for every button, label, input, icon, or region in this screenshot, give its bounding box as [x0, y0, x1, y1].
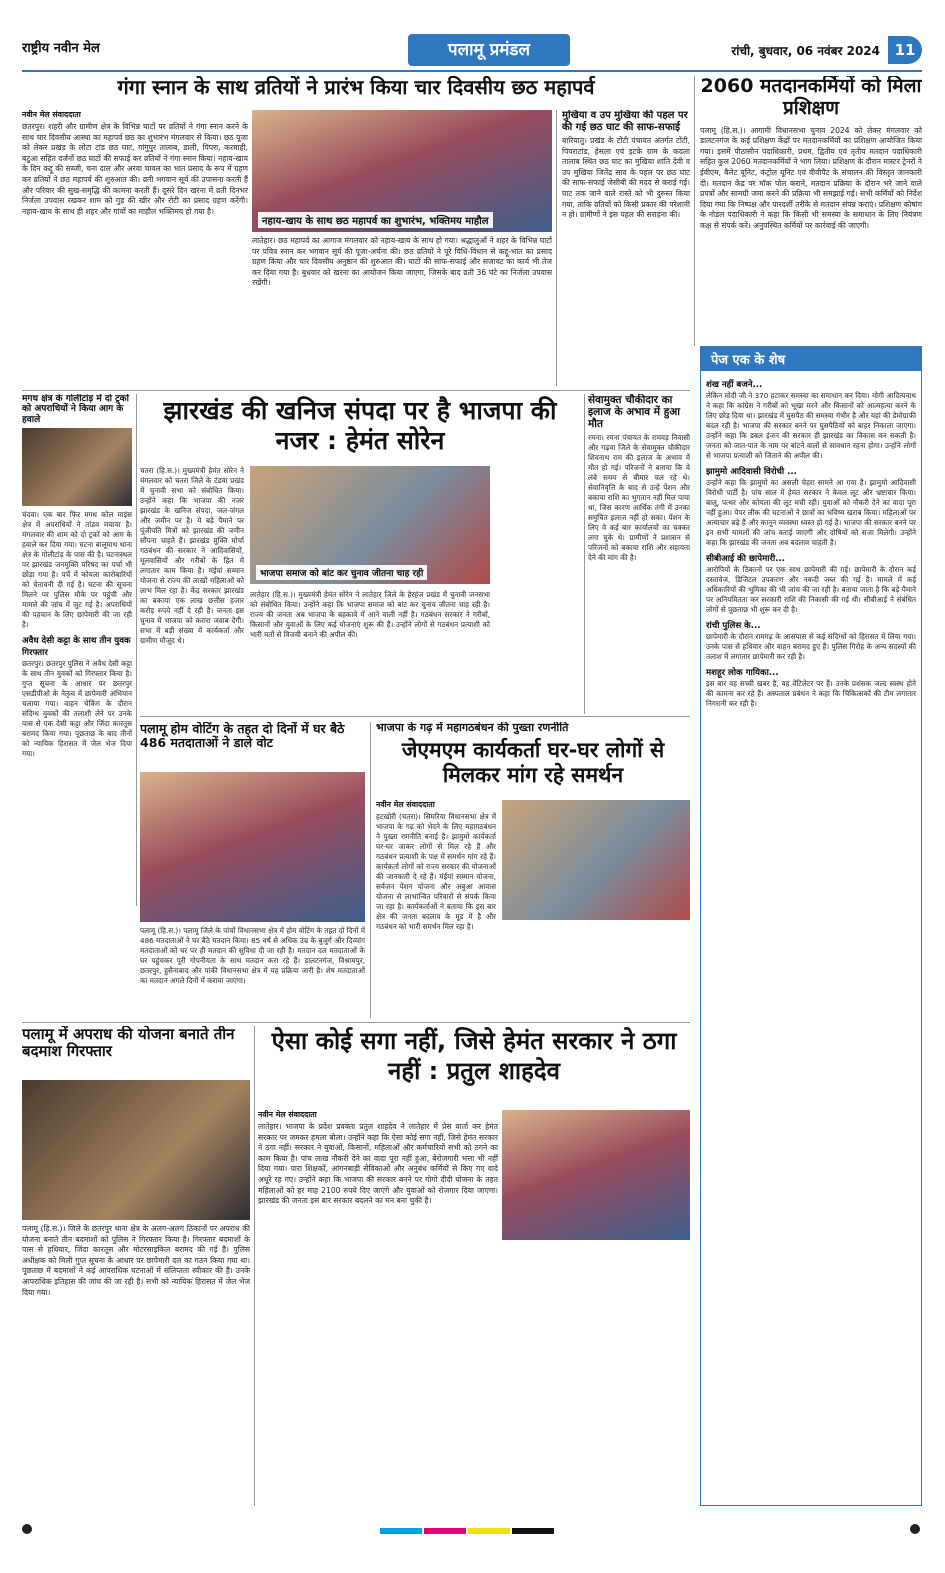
chhath-photo-body: लातेहार। छठ महापर्व का आगाज मंगलवार को नहाय-खाय के साथ हो गया। श्रद्धालुओं ने शहर के विभिन्न घाटों पर पवित्र स्नान कर भगवान सूर्य की पूजा-अर्चना की। छठ व्रतियों ने पूरे विधि-विधान से कद्दू-भात का प्रसाद ग्रहण किया और चार दिवसीय अनुष्ठान की शुरुआत की। घाटों की साफ-सफाई और सजावट का कार्य भी तेज कर दिया गया है। बुधवार को खरना का आयोजन किया जाएगा, जिसके बाद व्रती 36 घंटे का निर्जला उपवास रखेंगी। — [252, 236, 552, 288]
soren-headline: झारखंड की खनिज संपदा पर है भाजपा की नजर : हेमंत सोरेन — [163, 396, 557, 455]
page-one-head-4: रांची पुलिस के... — [706, 621, 761, 631]
page-one-head-5: मशहूर लोक गायिका... — [706, 668, 779, 678]
page-one-remainder — [700, 346, 922, 1506]
mukhiya-headline: मुखिया व उप मुखिया की पहल पर की गई छठ घाट की साफ-सफाई — [562, 110, 688, 133]
soren-article — [140, 466, 244, 710]
soren-photo-body: लातेहार (हि.स.)। मुख्यमंत्री हेमंत सोरेन ने लातेहार जिले के हेरहंज प्रखंड में चुनावी जनसभा को संबोधित किया। उन्होंने कहा कि भाजपा समाज को बांट कर चुनाव जीतना चाह रही है। राज्य की जनता अब भाजपा के बहकावे में आने वाली नहीं है। गठबंधन सरकार ने गरीबों, किसानों और युवाओं के लिए कई योजनाएं शुरू की हैं। उन्होंने लोगों से गठबंधन प्रत्याशी को भारी मतों से विजयी बनाने की अपील की। — [250, 590, 490, 639]
page-one-body-4: छापेमारी के दौरान रामगढ़ के आसपास से कई संदिग्धों को हिरासत में लिया गया। उनके पास से हथियार और वाहन बरामद हुए हैं। पुलिस गिरोह के अन्य सदस्यों की तलाश में लगातार छापेमारी कर रही है। — [706, 632, 916, 661]
arms-arrest-headline: अवैध देसी कट्टा के साथ तीन युवक गिरफ्तार — [22, 636, 131, 659]
soren-headline-block — [140, 396, 580, 460]
chhath-byline: नवीन मेल संवाददाता — [22, 110, 81, 119]
dateline: रांची, बुधवार, 06 नवंबर 2024 — [731, 44, 880, 58]
page-one-head-3: सीबीआई की छापेमारी... — [706, 554, 786, 564]
home-voting-headline-block — [140, 722, 365, 768]
pratul-headline-block — [258, 1026, 690, 1106]
page-one-body-5: इस बार वह सच्ची खबर है, वह वेंटिलेटर पर हैं। उनके प्रशंसक जल्द स्वस्थ होने की कामना कर रहे हैं। अस्पताल प्रबंधन ने कहा कि चिकित्सकों की टीम लगातार निगरानी कर रही है। — [706, 679, 916, 708]
election-training-body: पलामू (हि.स.)। आगामी विधानसभा चुनाव 2024 को लेकर मंगलवार को डालटनगंज के कई प्रशिक्षण केंद्रों पर मतदानकर्मियों का प्रशिक्षण आयोजित किया गया। इसमें पीठासीन पदाधिकारी, प्रथम, द्वितीय एवं तृतीय मतदान पदाधिकारी सहित कुल 2060 मतदानकर्मियों ने भाग लिया। प्रशिक्षण के दौरान मास्टर ट्रेनरों ने ईवीएम, बैलेट यूनिट, कंट्रोल यूनिट एवं वीवीपैट के संचालन की विस्तृत जानकारी दी। मतदान केंद्र पर मॉक पोल कराने, मतदान प्रक्रिया के दौरान भरे जाने वाले प्रपत्रों और सामग्री जमा करने की प्रक्रिया भी समझाई गई। सभी कर्मियों को निर्देश दिया गया कि निष्पक्ष और पारदर्शी तरीके से मतदान संपन्न कराएं। प्रशिक्षण कोषांग के नोडल पदाधिकारी ने कहा कि किसी भी समस्या के समाधान के लिए नियंत्रण कक्ष से संपर्क करें। अनुपस्थित कर्मियों पर कार्रवाई की जाएगी। — [700, 125, 922, 231]
home-voting-body: पलामू (हि.स.)। पलामू जिले के पांचों विधानसभा क्षेत्र में होम वोटिंग के तहत दो दिनों में 486 मतदाताओं ने घर बैठे मतदान किया। 85 वर्ष से अधिक उम्र के बुजुर्ग और दिव्यांग मतदाताओं को घर पर ही मतदान की सुविधा दी जा रही है। मतदान दल मतदाताओं के घर पहुंचकर पूरी गोपनीयता के साथ मतदान करा रहे हैं। डालटनगंज, विश्रामपुर, छतरपुर, हुसैनाबाद और पांकी विधानसभा क्षेत्र में यह प्रक्रिया जारी है। शेष मतदाताओं का मतदान अगले दिनों में कराया जाएगा। — [140, 926, 365, 985]
pratul-photo — [502, 1110, 690, 1240]
soren-body: चतरा (हि.स.)। मुख्यमंत्री हेमंत सोरेन ने मंगलवार को चतरा जिले के टंडवा प्रखंड में चुनावी सभा को संबोधित किया। उन्होंने कहा कि भाजपा की नजर झारखंड के खनिज संपदा, जल-जंगल और जमीन पर है। ये बड़े पैमाने पर पूंजीपति मित्रों को झारखंड की जमीन सौंपना चाहते हैं। झारखंड मुक्ति मोर्चा गठबंधन की सरकार ने आदिवासियों, मूलवासियों और गरीबों के हित में लगातार काम किया है। मंईयां सम्मान योजना से राज्य की लाखों महिलाओं को लाभ मिल रहा है। केंद्र सरकार झारखंड का बकाया एक लाख छत्तीस हजार करोड़ रुपये नहीं दे रही है। जनता इस चुनाव में भाजपा को करारा जवाब देगी। सभा में बड़ी संख्या में कार्यकर्ता और ग्रामीण मौजूद थे। — [140, 466, 244, 645]
chhath-headline-block — [22, 76, 690, 106]
chhath-photo-story — [252, 236, 552, 386]
section-banner: पलामू प्रमंडल — [408, 34, 570, 66]
election-training-article — [700, 76, 922, 338]
chowkidar-headline: सेवामुक्त चौकीदार का इलाज के अभाव में हुआ मौत — [588, 394, 681, 431]
color-bar-black — [512, 1528, 554, 1534]
truck-fire-article — [22, 394, 132, 906]
pratul-article — [258, 1110, 498, 1506]
pratul-byline: नवीन मेल संवाददाता — [258, 1110, 317, 1119]
page-one-head-2: झामुमो आदिवासी विरोधी ... — [706, 467, 797, 477]
jmm-kicker: भाजपा के गढ़ में महागठबंधन की पुख्ता रणनीति — [376, 722, 569, 734]
jmm-photo — [502, 800, 690, 920]
chhath-photo — [252, 110, 552, 232]
page-one-body-2: उन्होंने कहा कि झामुमो का असली चेहरा सामने आ गया है। झामुमो आदिवासी विरोधी पार्टी है। पांच साल में हेमंत सरकार ने केवल लूट और भ्रष्टाचार किया। बालू, पत्थर और कोयला की लूट मची रही। युवाओं को नौकरी देने का वादा पूरा नहीं हुआ। पेपर लीक की घटनाओं ने छात्रों का भविष्य खराब किया। महिलाओं पर अत्याचार बढ़े हैं और कानून व्यवस्था ध्वस्त हो गई है। भाजपा की सरकार बनने पर इन सभी मामलों की जांच कराई जाएगी और दोषियों को सजा मिलेगी। उन्होंने कहा कि झारखंड की जनता अब बदलाव चाहती है। — [706, 478, 916, 547]
arms-arrest-body: छतरपुर। छतरपुर पुलिस ने अवैध देसी कट्टा के साथ तीन युवकों को गिरफ्तार किया है। गुप्त सूचना के आधार पर छतरपुर एसडीपीओ के नेतृत्व में छापेमारी अभियान चलाया गया। वाहन चेकिंग के दौरान संदिग्ध युवकों की तलाशी लेने पर उनके पास से एक देसी कट्टा और जिंदा कारतूस बरामद किया गया। पूछताछ के बाद तीनों को न्यायिक हिरासत में जेल भेज दिया गया। — [22, 659, 132, 759]
page-one-head-1: शंख नहीं बजने... — [706, 380, 763, 390]
truck-fire-headline: मगध क्षेत्र के गोलीटांड़ में दो ट्रकों को अपराधियों ने किया आग के हवाले — [22, 394, 129, 425]
palamu-crime-body: पलामू (हि.स.)। जिले के छतरपुर थाना क्षेत्र के अलग-अलग ठिकानों पर अपराध की योजना बनाते तीन बदमाशों को पुलिस ने गिरफ्तार किया है। गिरफ्तार बदमाशों के पास से हथियार, जिंदा कारतूस और मोटरसाइकिल बरामद की गई है। पुलिस अधीक्षक को मिली गुप्त सूचना के आधार पर छापेमारी दल का गठन किया गया था। पूछताछ में बदमाशों ने कई आपराधिक घटनाओं में संलिप्तता स्वीकार की है। उनके आपराधिक इतिहास की जांच की जा रही है। सभी को न्यायिक हिरासत में जेल भेज दिया गया। — [22, 1224, 250, 1297]
newspaper-brand: राष्ट्रीय नवीन मेल — [22, 41, 100, 56]
registration-mark — [22, 1524, 32, 1534]
palamu-crime-headline: पलामू में अपराध की योजना बनाते तीन बदमाश गिरफ्तार — [22, 1026, 235, 1061]
page-one-body-1: लेकिन मोदी जी ने 370 हटाकर समस्या का समाधान कर दिया। योगी आदित्यनाथ ने कहा कि कांग्रेस ने गरीबों को भूखा मरने और किसानों को आत्महत्या करने के लिए छोड़ दिया था। झारखंड में घुसपैठ की समस्या गंभीर है और यहां की डेमोग्राफी बदल रही है। भाजपा की सरकार बनने पर घुसपैठियों को बाहर निकाला जाएगा। उन्होंने कहा कि डबल इंजन की सरकार ही झारखंड का विकास कर सकती है। जनता को जात-पात के नाम पर बांटने वालों से सावधान रहना होगा। उन्होंने लोगों से भाजपा प्रत्याशी को जिताने की अपील की। — [706, 391, 916, 460]
color-bar-cyan — [380, 1528, 422, 1534]
soren-photo-caption: भाजपा समाज को बांट कर चुनाव जीतना चाह रही — [256, 565, 427, 580]
election-training-headline: 2060 मतदानकर्मियों को मिला प्रशिक्षण — [700, 76, 922, 119]
truck-fire-photo — [22, 428, 132, 506]
page-one-body-3: आरोपियों के ठिकानों पर एक साथ छापेमारी की गई। छापेमारी के दौरान कई दस्तावेज, डिजिटल उपकरण और नकदी जब्त की गई है। मामले में कई अधिकारियों की भूमिका की भी जांच की जा रही है। बताया जाता है कि बड़े पैमाने पर अनियमितता कर सरकारी राशि की निकासी की गई थी। सीबीआई ने संबंधित लोगों से पूछताछ भी शुरू कर दी है। — [706, 565, 916, 614]
jmm-byline: नवीन मेल संवाददाता — [376, 800, 435, 809]
truck-fire-body: चंदवा। एक बार फिर मगध कोल माइंस क्षेत्र में अपराधियों ने तांडव मचाया है। मंगलवार की शाम को दो ट्रकों को आग के हवाले कर दिया गया। घटना बालूमाथ थाना क्षेत्र के गोलीटांड़ के पास की है। घटनास्थल पर झारखंड जनमुक्ति परिषद का पर्चा भी छोड़ा गया है। पर्चे में कोयला कारोबारियों को चेतावनी दी गई है। घटना की सूचना मिलने पर पुलिस मौके पर पहुंची और मामले की जांच में जुट गई है। अपराधियों की पहचान के लिए छापेमारी की जा रही है। — [22, 510, 132, 630]
pratul-headline: ऐसा कोई सगा नहीं, जिसे हेमंत सरकार ने ठगा नहीं : प्रतुल शाहदेव — [271, 1027, 677, 1085]
palamu-crime-article — [22, 1224, 250, 1506]
mukhiya-body: बारियातु। प्रखंड के टोंटी पंचायत अंतर्गत टोंटी, पिपराटांड, हेसला एवं इटके ग्राम के कदला तालाब स्थित छठ घाट का मुखिया शांति देवी व उप मुखिया जितेंद्र साव के पहल पर छठ घाट की साफ-सफाई जेसीबी की मदद से कराई गई। घाट तक जाने वाले रास्ते को भी दुरुस्त किया गया, ताकि व्रतियों को किसी प्रकार की परेशानी न हो। ग्रामीणों ने इस पहल की सराहना की। — [562, 136, 690, 220]
home-voting-headline: पलामू होम वोटिंग के तहत दो दिनों में घर बैठे 486 मतदाताओं ने डाले वोट — [140, 722, 345, 751]
registration-mark-right — [910, 1524, 920, 1534]
color-bar-yellow — [468, 1528, 510, 1534]
chhath-article — [22, 110, 248, 385]
jmm-headline: जेएमएम कार्यकर्ता घर-घर लोगों से मिलकर मांग रहे समर्थन — [401, 737, 665, 787]
chowkidar-article — [588, 394, 690, 712]
home-voting-photo — [140, 772, 365, 922]
chhath-photo-caption: नहाय-खाय के साथ छठ महापर्व का शुभारंभ, भक्तिमय माहौल — [258, 212, 493, 228]
jmm-body: हटखोरी (चतरा)। सिमरिया विधानसभा क्षेत्र में भाजपा के गढ़ को भेदने के लिए महागठबंधन ने पुख्ता रणनीति बनाई है। झामुमो कार्यकर्ता घर-घर जाकर लोगों से मिल रहे हैं और गठबंधन प्रत्याशी के पक्ष में समर्थन मांग रहे हैं। कार्यकर्ता लोगों को राज्य सरकार की योजनाओं की जानकारी दे रहे हैं। मंईयां सम्मान योजना, सर्वजन पेंशन योजना और अबुआ आवास योजना से लाभान्वित परिवारों से संपर्क किया जा रहा है। कार्यकर्ताओं ने बताया कि इस बार क्षेत्र की जनता बदलाव के मूड में है और गठबंधन को भारी समर्थन मिल रहा है। — [376, 812, 496, 931]
chhath-body: छतरपुर। शहरी और ग्रामीण क्षेत्र के विभिन्न घाटों पर व्रतियों ने गंगा स्नान करने के साथ चार दिवसीय आस्था का महापर्व छठ का शुभारंभ मंगलवार से किया। छठ पूजा को लेकर प्रखंड के लोटा टांड छठ घाट, गांगुपुर तालाब, डाली, पिपरा, करमाही, बटुआ सहित दर्जनों छठ घाटों की सफाई कर व्रतियों ने गंगा स्नान किया। नहाय-खाय के दिन कद्दू की सब्जी, चना दाल और अरवा चावल का भात प्रसाद के रूप में ग्रहण कर व्रतियों ने छठ महापर्व की शुरुआत की। व्रती भगवान सूर्य की उपासना करती हैं और परिवार की सुख-समृद्धि की कामना करती हैं। दूसरे दिन खरना में व्रती दिनभर निर्जला उपवास रखकर शाम को गुड़ की खीर और रोटी का प्रसाद ग्रहण करेंगी। नहाय-खाय के साथ ही शहर और गांवों का माहौल भक्तिमय हो गया है। — [22, 122, 248, 216]
jmm-article — [376, 800, 496, 1018]
chhath-headline: गंगा स्नान के साथ व्रतियों ने प्रारंभ किया चार दिवसीय छठ महापर्व — [117, 76, 595, 99]
palamu-crime-headline-block — [22, 1026, 250, 1076]
home-voting-article — [140, 926, 365, 1020]
color-bar-magenta — [424, 1528, 466, 1534]
mukhiya-article — [562, 110, 690, 386]
soren-photo — [250, 466, 490, 584]
palamu-crime-photo — [22, 1080, 250, 1220]
chowkidar-body: रमना। रमना पंचायत के रामवड़ निवासी और गढ़वा जिले के सेवामुक्त चौकीदार शिवनाथ राम की इलाज के अभाव में मौत हो गई। परिजनों ने बताया कि वे लंबे समय से बीमार चल रहे थे। सेवानिवृत्ति के बाद से उन्हें पेंशन और बकाया राशि का भुगतान नहीं मिल पाया था, जिस कारण आर्थिक तंगी में उनका समुचित इलाज नहीं हो सका। पेंशन के लिए वे कई बार कार्यालयों का चक्कर लगा चुके थे। ग्रामीणों ने प्रशासन से परिजनों को बकाया राशि और सहायता देने की मांग की है। — [588, 433, 690, 563]
page-number: 11 — [888, 36, 922, 64]
soren-photo-story — [250, 590, 490, 710]
masthead-rule — [22, 70, 922, 72]
masthead — [22, 34, 922, 66]
page-one-title: पेज एक के शेष — [701, 347, 921, 371]
pratul-body: लातेहार। भाजपा के प्रदेश प्रवक्ता प्रतुल शाहदेव ने लातेहार में प्रेस वार्ता कर हेमंत सरकार पर जमकर हमला बोला। उन्होंने कहा कि ऐसा कोई सगा नहीं, जिसे हेमंत सरकार ने ठगा नहीं। सरकार ने युवाओं, किसानों, महिलाओं और कर्मचारियों सभी को ठगने का काम किया है। पांच लाख नौकरी देने का वादा पूरा नहीं हुआ, बेरोजगारी भत्ता भी नहीं दिया गया। पारा शिक्षकों, आंगनबाड़ी सेविकाओं और अनुबंध कर्मियों से किए गए वादे अधूरे रह गए। उन्होंने कहा कि भाजपा की सरकार बनने पर गोगो दीदी योजना के तहत महिलाओं को हर माह 2100 रुपये दिए जाएंगे और युवाओं को रोजगार दिया जाएगा। झारखंड की जनता इस बार सरकार बदलने का मन बना चुकी है। — [258, 1122, 498, 1206]
